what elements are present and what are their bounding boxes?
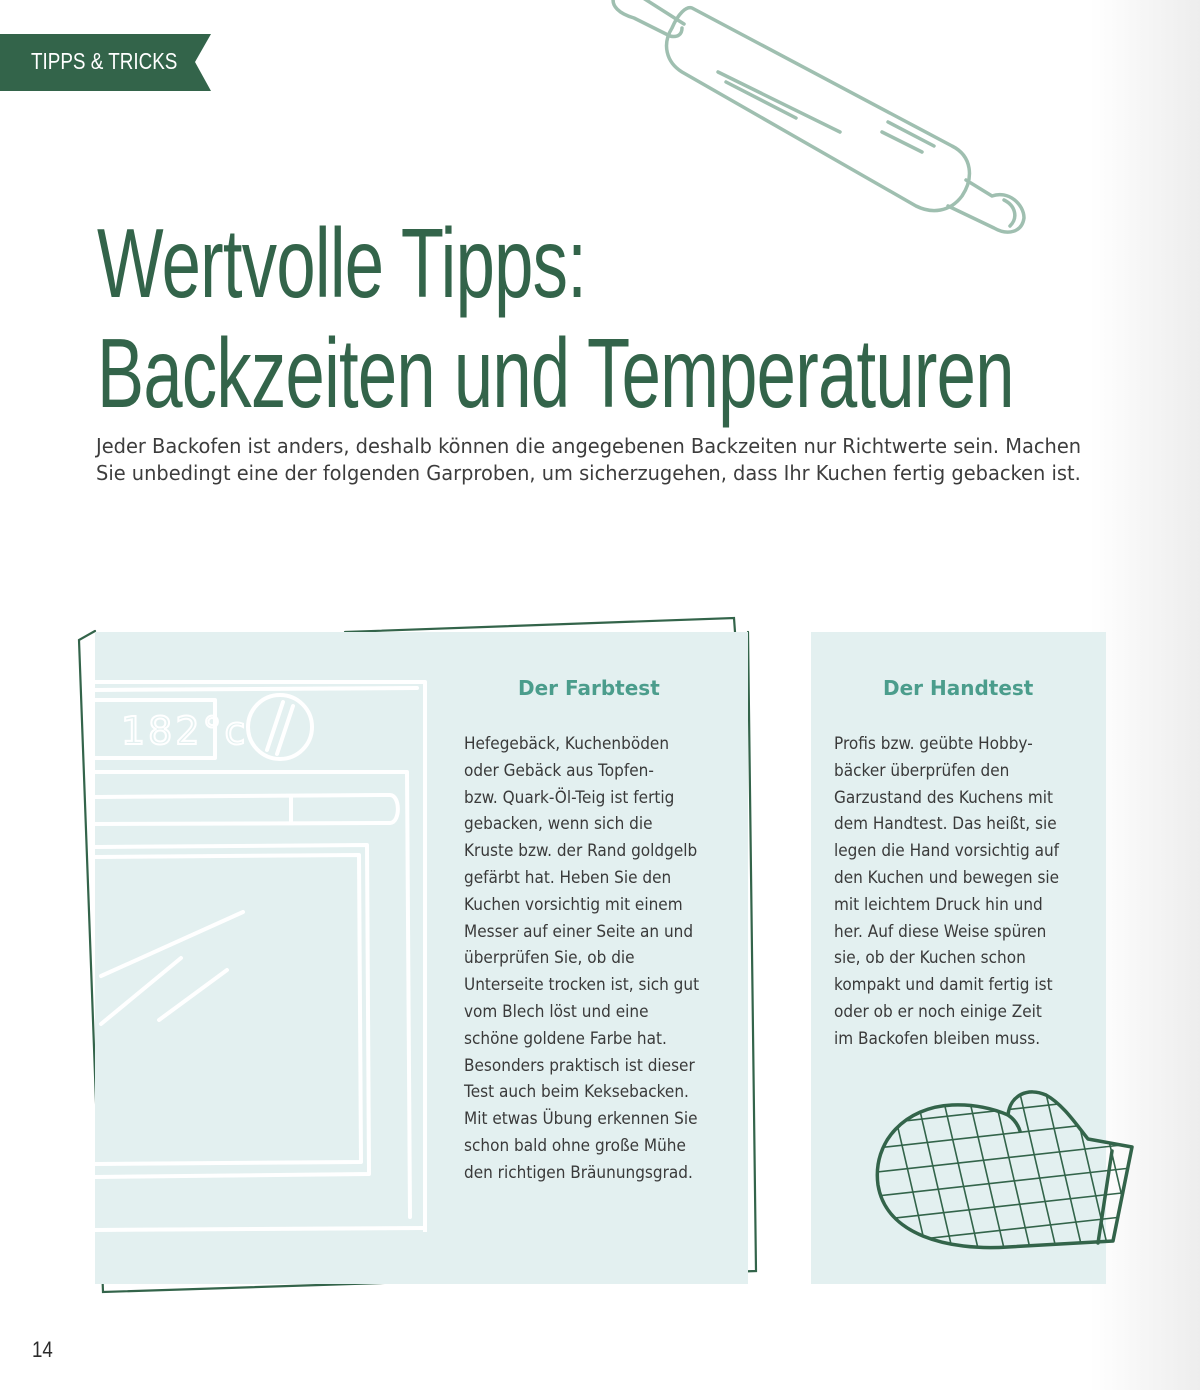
- farbtest-heading: Der Farbtest: [518, 676, 660, 700]
- handtest-heading: Der Handtest: [883, 676, 1034, 700]
- page-number: 14: [32, 1337, 53, 1362]
- oven-mitt-icon: [868, 1085, 1140, 1257]
- oven-icon: [95, 632, 435, 1232]
- intro-paragraph: Jeder Backofen ist anders, deshalb können die angegebenen Backzeiten nur Richtwerte sein. Machen Sie unbedingt eine der folgenden Garproben, um sicherzugehen, dass Ihr Kuchen fertig gebacken ist.: [96, 434, 1082, 485]
- handtest-text: Profis bzw. geübte Hobby- bäcker überprüfen den Garzustand des Kuchens mit dem Handtest. Das heißt, sie legen die Hand vorsichtig auf den Kuchen und bewegen sie mit leichtem Druck hin und her. Auf diese Weise spüren sie, ob der Kuchen schon kompakt und damit fertig ist oder ob er noch einige Zeit im Backofen bleiben muss.: [834, 734, 1060, 1049]
- farbtest-text: Hefegebäck, Kuchenböden oder Gebäck aus Topfen- bzw. Quark-Öl-Teig ist fertig gebacken, wenn sich die Kruste bzw. der Rand goldgelb gefärbt hat. Heben Sie den Kuchen vorsichtig mit einem Messer auf einer Seite an und überprüfen Sie, ob die Unterseite trocken ist, sich gut vom Blech löst und eine schöne goldene Farbe hat. Besonders praktisch ist dieser Test auch beim Keksebacken. Mit etwas Übung erkennen Sie schon bald ohne große Mühe den richtigen Bräunungsgrad.: [464, 734, 700, 1183]
- page-title: [97, 208, 1014, 428]
- page-title-line1: Wertvolle Tipps:: [97, 208, 587, 318]
- page-title-line2: Backzeiten und Temperaturen: [97, 318, 1014, 428]
- oven-display-text: 182°c: [121, 709, 249, 753]
- section-tag: [0, 31, 218, 94]
- section-tag-label: TIPPS & TRICKS: [31, 48, 178, 74]
